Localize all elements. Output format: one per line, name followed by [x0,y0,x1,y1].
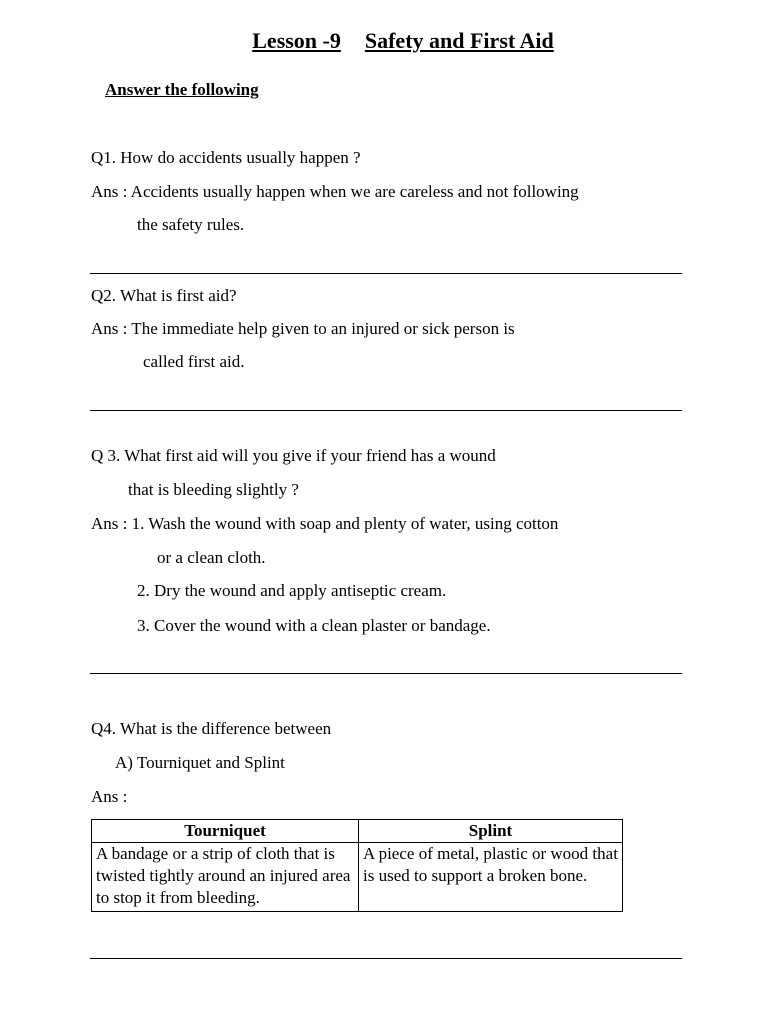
table-row [92,843,623,912]
q3-answer-line1: Ans : 1. Wash the wound with soap and plenty of water, using cotton [91,514,559,533]
q3-answer-line2: or a clean cloth. [157,548,266,567]
header-tourniquet: Tourniquet [92,820,359,843]
q3-answer-line3: 2. Dry the wound and apply antiseptic cream. [137,581,447,600]
q3-question-line2: that is bleeding slightly ? [128,480,299,499]
q2-answer-line1: Ans : The immediate help given to an injured or sick person is [91,319,515,338]
header-splint: Splint [359,820,623,843]
q1-answer-line1: Ans : Accidents usually happen when we are careless and not following [91,182,579,201]
table-header-row [92,820,623,843]
splint-definition: A piece of metal, plastic or wood that is used to support a broken bone. [359,843,623,912]
q2-question: Q2. What is first aid? [91,286,237,305]
q3-answer-line4: 3. Cover the wound with a clean plaster or bandage. [137,616,491,635]
divider [90,958,682,959]
page-title [0,28,768,54]
divider [90,273,682,274]
q4-question: Q4. What is the difference between [91,719,332,738]
tourniquet-definition: A bandage or a strip of cloth that is twisted tightly around an injured area to stop it from bleeding. [92,843,359,912]
lesson-number: Lesson -9 [252,28,341,53]
q2-answer-line2: called first aid. [143,352,245,371]
divider [90,673,682,674]
comparison-table [91,819,623,912]
divider [90,410,682,411]
q3-question-line1: Q 3. What first aid will you give if your friend has a wound [91,446,496,465]
q1-question: Q1. How do accidents usually happen ? [91,148,361,167]
lesson-topic: Safety and First Aid [364,28,554,53]
q4-answer-label: Ans : [91,787,128,806]
section-heading: Answer the following [105,80,259,99]
q1-answer-line2: the safety rules. [137,215,245,234]
q4-part-a: A) Tourniquet and Splint [115,753,285,772]
